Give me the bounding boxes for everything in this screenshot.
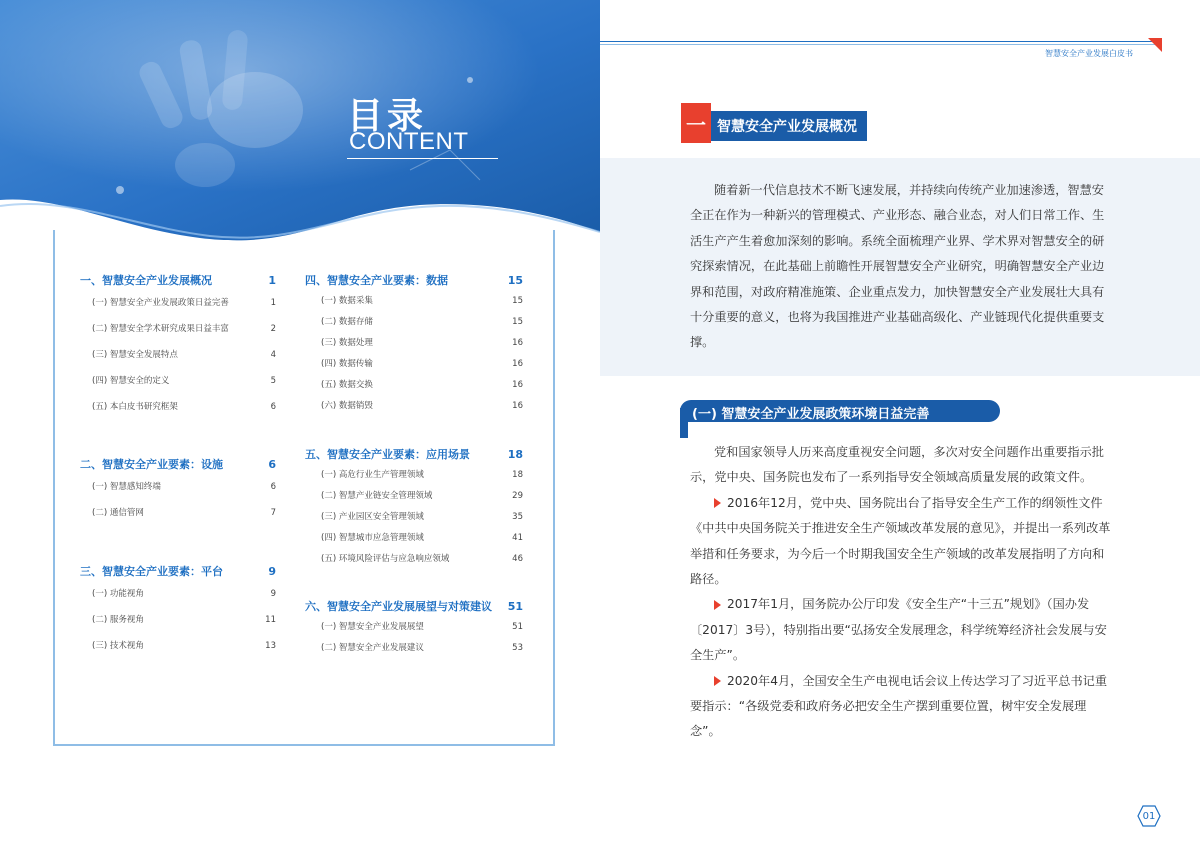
toc-section-heading[interactable] xyxy=(80,456,276,472)
toc-item[interactable] xyxy=(321,315,523,336)
toc-item-page: 41 xyxy=(512,533,523,543)
toc-item[interactable] xyxy=(92,296,276,322)
body-paragraph xyxy=(690,491,1114,593)
toc-section-page: 15 xyxy=(507,274,523,287)
paragraph-text: 2017年1月，国务院办公厅印发《安全生产“十三五”规划》（国办发〔2017〕3号），特别指出要“弘扬安全发展理念，科学统筹经济社会发展与安全生产”。 xyxy=(690,597,1107,663)
toc-item-page: 15 xyxy=(512,296,523,306)
toc-item-list xyxy=(305,294,523,420)
toc-section-heading[interactable] xyxy=(80,272,276,288)
toc-item-label: (二) 数据存储 xyxy=(321,317,373,327)
toc-item-label: (二) 服务视角 xyxy=(92,615,144,625)
toc-item-page: 7 xyxy=(270,508,276,518)
intro-paragraph: 随着新一代信息技术不断飞速发展，并持续向传统产业加速渗透，智慧安全正在作为一种新兴的管理模式、产业形态、融合业态，对人们日常工作、生活生产产生着愈加深刻的影响。系统全面梳理产业界、学术界对智慧安全的研究探索情况，在此基础上前瞻性开展智慧安全产业研究，明确智慧安全产业边界和范围，对政府精准施策、企业重点发力，加快智慧安全产业发展壮大具有十分重要的意义，也将为我国推进产业基础高级化、产业链现代化提供重要支撑。 xyxy=(690,183,1105,350)
toc-item[interactable] xyxy=(321,378,523,399)
toc-section-heading[interactable] xyxy=(305,272,523,288)
body-paragraph xyxy=(690,669,1114,745)
toc-item-label: (五) 本白皮书研究框架 xyxy=(92,402,178,412)
toc-item-list xyxy=(80,296,276,426)
toc-item[interactable] xyxy=(92,480,276,506)
toc-item-list xyxy=(80,587,276,665)
toc-section-page: 51 xyxy=(507,600,523,613)
toc-item-page: 35 xyxy=(512,512,523,522)
toc-subtitle: CONTENT xyxy=(349,128,469,155)
toc-item-label: (一) 功能视角 xyxy=(92,589,144,599)
toc-section-title: 一、智慧安全产业发展概况 xyxy=(80,274,212,287)
toc-item[interactable] xyxy=(321,531,523,552)
toc-item-label: (一) 高危行业生产管理领域 xyxy=(321,470,424,480)
toc-item[interactable] xyxy=(321,336,523,357)
page-number-text: 01 xyxy=(1142,810,1156,822)
triangle-bullet-icon xyxy=(714,498,721,508)
toc-item-page: 46 xyxy=(512,554,523,564)
toc-item-label: (五) 数据交换 xyxy=(321,380,373,390)
toc-item-page: 2 xyxy=(270,324,276,334)
toc-item-label: (一) 智慧安全产业发展展望 xyxy=(321,622,424,632)
body-paragraph xyxy=(690,592,1114,668)
toc-section-title: 四、智慧安全产业要素：数据 xyxy=(305,274,448,287)
toc-item[interactable] xyxy=(92,400,276,426)
toc-section-title: 五、智慧安全产业要素：应用场景 xyxy=(305,448,470,461)
toc-item-label: (二) 智慧安全学术研究成果日益丰富 xyxy=(92,324,229,334)
toc-section-4[interactable] xyxy=(305,272,523,420)
toc-item-label: (三) 技术视角 xyxy=(92,641,144,651)
toc-item[interactable] xyxy=(92,587,276,613)
toc-section-2[interactable] xyxy=(80,456,276,532)
toc-item-label: (五) 环境风险评估与应急响应领域 xyxy=(321,554,450,564)
toc-item-page: 1 xyxy=(270,298,276,308)
toc-title: 目录 xyxy=(347,96,428,137)
toc-item[interactable] xyxy=(321,620,523,641)
right-page xyxy=(600,0,1200,863)
toc-item-label: (一) 数据采集 xyxy=(321,296,373,306)
toc-section-heading[interactable] xyxy=(80,563,276,579)
toc-item[interactable] xyxy=(92,374,276,400)
toc-item-label: (六) 数据销毁 xyxy=(321,401,373,411)
section-heading-badge xyxy=(681,103,867,143)
toc-item[interactable] xyxy=(321,357,523,378)
toc-item-page: 16 xyxy=(512,338,523,348)
triangle-bullet-icon xyxy=(714,600,721,610)
toc-item-page: 9 xyxy=(270,589,276,599)
toc-item-label: (二) 智慧产业链安全管理领域 xyxy=(321,491,433,501)
toc-section-title: 三、智慧安全产业要素：平台 xyxy=(80,565,223,578)
toc-section-title: 二、智慧安全产业要素：设施 xyxy=(80,458,223,471)
toc-section-page: 9 xyxy=(268,565,276,578)
toc-item-label: (三) 数据处理 xyxy=(321,338,373,348)
toc-item-label: (四) 智慧城市应急管理领域 xyxy=(321,533,424,543)
toc-section-3[interactable] xyxy=(80,563,276,665)
toc-item-list xyxy=(80,480,276,532)
paragraph-text: 党和国家领导人历来高度重视安全问题，多次对安全问题作出重要指示批示，党中央、国务院也发布了一系列指导安全领域高质量发展的政策文件。 xyxy=(690,445,1104,485)
toc-item-label: (四) 数据传输 xyxy=(321,359,373,369)
toc-item-page: 16 xyxy=(512,401,523,411)
toc-item-page: 18 xyxy=(512,470,523,480)
body-text xyxy=(690,440,1114,745)
toc-item[interactable] xyxy=(92,613,276,639)
toc-item-page: 29 xyxy=(512,491,523,501)
body-paragraph xyxy=(690,440,1114,491)
toc-item-page: 53 xyxy=(512,643,523,653)
header-rule xyxy=(600,41,1160,42)
triangle-bullet-icon xyxy=(714,676,721,686)
toc-item[interactable] xyxy=(321,399,523,420)
toc-item-page: 4 xyxy=(270,350,276,360)
toc-item[interactable] xyxy=(92,322,276,348)
toc-item-page: 5 xyxy=(270,376,276,386)
toc-section-heading[interactable] xyxy=(305,598,523,614)
toc-item[interactable] xyxy=(92,639,276,665)
section-number: 一 xyxy=(681,103,711,143)
toc-item-page: 15 xyxy=(512,317,523,327)
toc-item[interactable] xyxy=(321,510,523,531)
toc-item-page: 11 xyxy=(265,615,276,625)
running-head: 智慧安全产业发展白皮书 xyxy=(1045,49,1133,58)
section-title: 智慧安全产业发展概况 xyxy=(711,111,867,141)
toc-item-page: 6 xyxy=(270,402,276,412)
toc-item-page: 13 xyxy=(265,641,276,651)
toc-item-label: (三) 智慧安全发展特点 xyxy=(92,350,178,360)
paragraph-text: 2020年4月，全国安全生产电视电话会议上传达学习了习近平总书记重要指示：“各级党委和政府务必把安全生产摆到重要位置，树牢安全发展理念”。 xyxy=(690,673,1108,739)
toc-item-label: (二) 通信管网 xyxy=(92,508,144,518)
toc-section-5[interactable] xyxy=(305,446,523,573)
toc-section-title: 六、智慧安全产业发展展望与对策建议 xyxy=(305,600,492,613)
toc-section-6[interactable] xyxy=(305,598,523,662)
page-number xyxy=(1137,805,1161,827)
toc-section-page: 18 xyxy=(507,448,523,461)
subsection-heading-badge xyxy=(680,400,1000,438)
toc-item-page: 51 xyxy=(512,622,523,632)
toc-item-label: (二) 智慧安全产业发展建议 xyxy=(321,643,424,653)
toc-underline xyxy=(347,158,498,159)
toc-section-page: 6 xyxy=(268,458,276,471)
toc-item-list xyxy=(305,468,523,573)
toc-item[interactable] xyxy=(321,641,523,662)
toc-item[interactable] xyxy=(321,552,523,573)
toc-section-page: 1 xyxy=(268,274,276,287)
corner-triangle-icon xyxy=(1148,38,1162,52)
header-rule-secondary xyxy=(600,44,1158,45)
toc-item[interactable] xyxy=(321,294,523,315)
toc-item[interactable] xyxy=(321,489,523,510)
toc-item[interactable] xyxy=(92,348,276,374)
toc-item[interactable] xyxy=(92,506,276,532)
toc-item-label: (一) 智慧感知终端 xyxy=(92,482,161,492)
toc-section-1[interactable] xyxy=(80,272,276,426)
toc-item[interactable] xyxy=(321,468,523,489)
toc-section-heading[interactable] xyxy=(305,446,523,462)
toc-item-label: (三) 产业园区安全管理领域 xyxy=(321,512,424,522)
paragraph-text: 2016年12月，党中央、国务院出台了指导安全生产工作的纲领性文件《中共中央国务院关于推进安全生产领域改革发展的意见》，并提出一系列改革举措和任务要求，为今后一个时期我国安全生产领域的改革发展指明了方向和路径。 xyxy=(690,495,1111,587)
toc-item-label: (四) 智慧安全的定义 xyxy=(92,376,170,386)
subsection-title: (一) 智慧安全产业发展政策环境日益完善 xyxy=(692,407,930,422)
toc-item-page: 16 xyxy=(512,359,523,369)
toc-item-page: 16 xyxy=(512,380,523,390)
toc-item-page: 6 xyxy=(270,482,276,492)
toc-item-list xyxy=(305,620,523,662)
toc-item-label: (一) 智慧安全产业发展政策日益完善 xyxy=(92,298,229,308)
